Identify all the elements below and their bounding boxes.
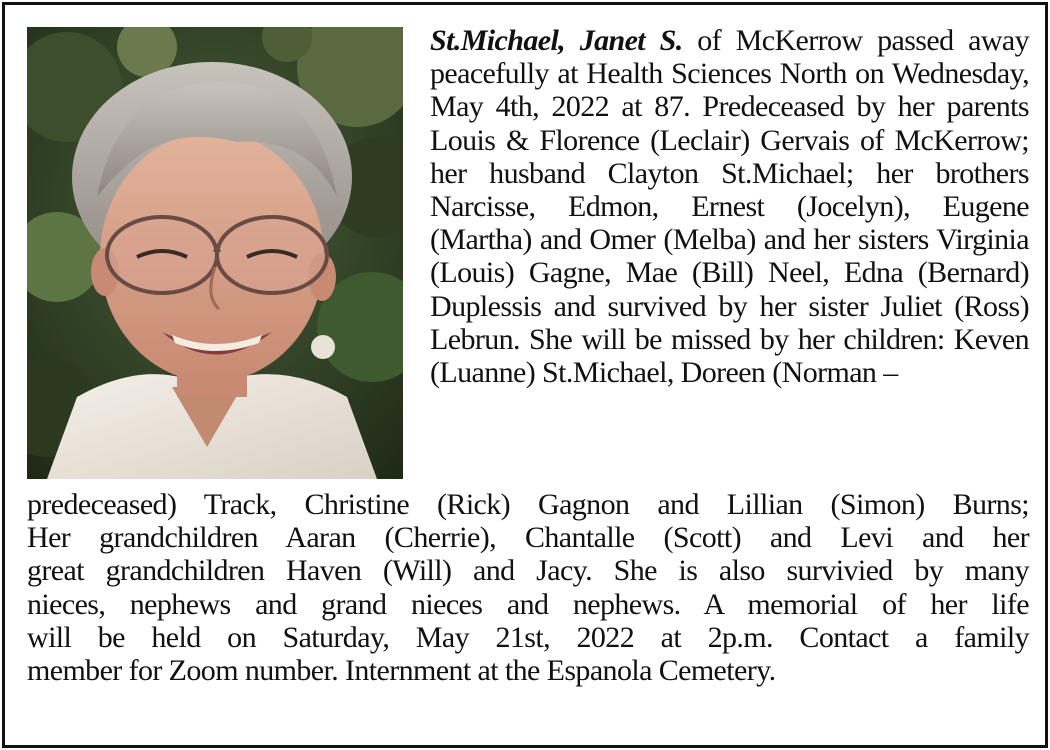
obituary-intro-body: of McKerrow passed away peacefully at Health Sciences North on Wednesday, May 4th, 2022 at 87. Predeceased by her parents Louis & Florence (Leclair) Gervais of McKerrow; her husband Clayton St.Michael; her brothers Narcisse, Edmon, Ernest (Jocelyn), Eugene (Martha) and Omer (Melba) and her sisters Virginia (Louis) Gagne, Mae (Bill) Neel, Edna (Bernard) Duplessis and survived by her sister Juliet (Ross) Lebrun. She will be missed by her children: Keven (Luanne) St.Michael, Doreen (Norman – [430,24,1029,390]
obituary-line: Her grandchildren Aaran (Cherrie), Chantalle (Scott) and Levi and her [27,521,1029,555]
obituary-text-intro [430,24,1029,389]
portrait-illustration [27,27,403,479]
obituary-line: nieces, nephews and grand nieces and nephews. A memorial of her life [27,587,1029,621]
obituary-line: great grandchildren Haven (Will) and Jacy. She is also survivied by many [27,554,1029,588]
portrait-photo-icon [27,27,403,479]
obituary-card [2,2,1048,748]
obituary-line: predeceased) Track, Christine (Rick) Gagnon and Lillian (Simon) Burns; [27,488,1029,521]
obituary-text-continuation [27,488,1029,687]
obituary-line: will be held on Saturday, May 21st, 2022 at 2p.m. Contact a family [27,620,1029,654]
deceased-name: St.Michael, Janet S. [430,24,683,57]
obituary-line: member for Zoom number. Internment at the Espanola Cemetery. [27,654,776,688]
